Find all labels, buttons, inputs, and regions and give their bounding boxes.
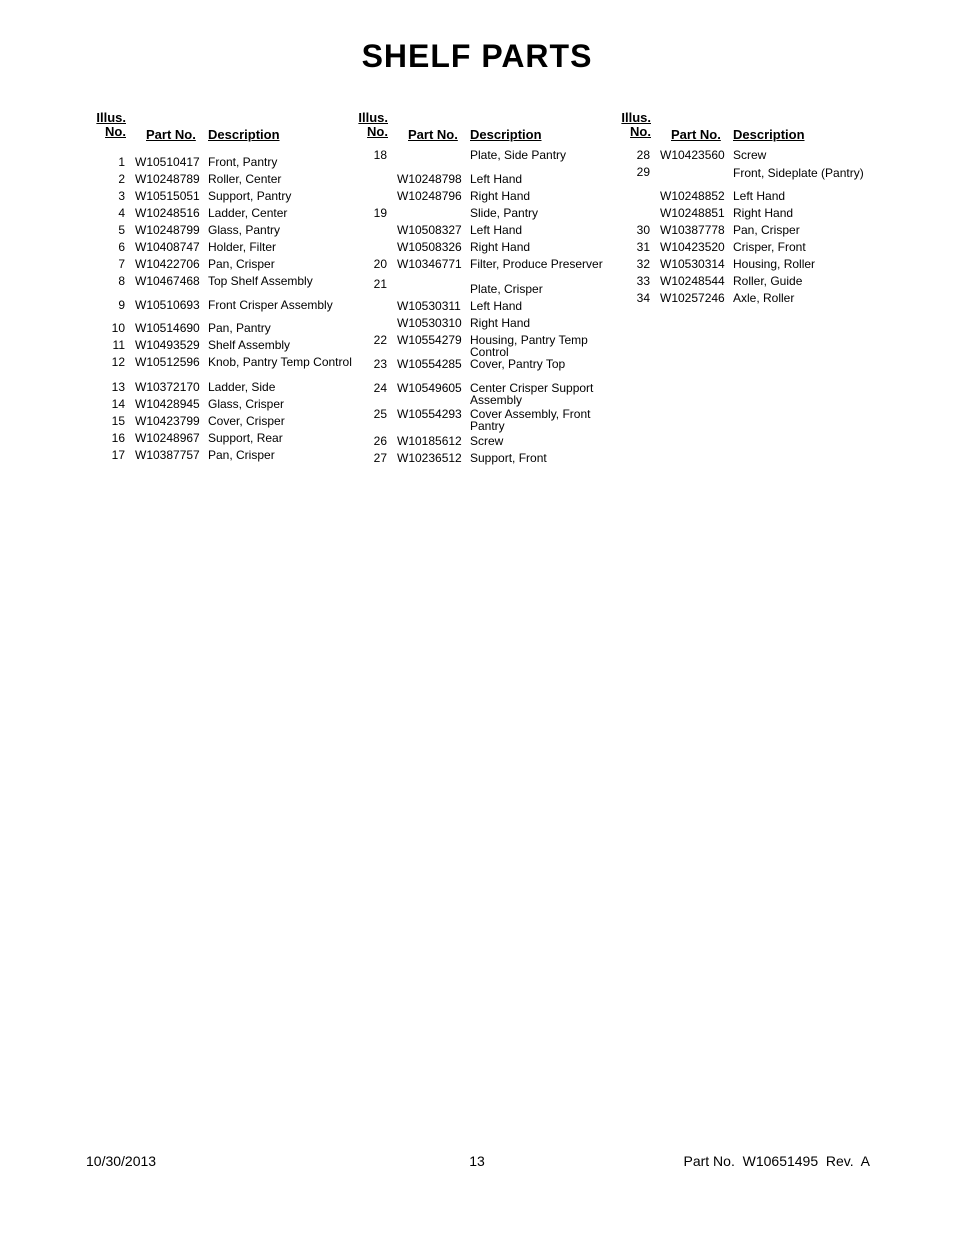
parts-column-1 — [92, 111, 360, 475]
illus-no-header: Illus. No. — [96, 110, 126, 139]
part-no-header: Part No. — [671, 127, 721, 142]
footer-part-revision: Part No. W10651495 Rev. A — [683, 1153, 870, 1169]
page-title: SHELF PARTS — [361, 38, 593, 74]
column-header — [354, 111, 622, 145]
description-header: Description — [208, 127, 280, 142]
parts-list: 18 Plate, Side Pantry W10248798 Left Hand W10248796 Right Hand 19 Slide, Pantry W10508327 Left Hand W10508326 Right Hand 20 W10346771 Filter, Produce Preserver 21 Plate, Crisper W10530311 Left Hand W10530310 Right Hand 22 W10554279 Housing, Pantry Temp Control 23 W10554285 Cover, Pantry Top 24 W10549605 Center Crisper Support Assembly 25 W10554293 Cover Assembly, Front Pantry 26 W10185612 Screw 27 W10236512 Support, Front — [373, 148, 603, 465]
illus-no-header: Illus. No. — [621, 110, 651, 139]
description-header: Description — [733, 127, 805, 142]
parts-column-2 — [354, 111, 622, 475]
parts-column-3 — [617, 111, 885, 475]
column-header — [617, 111, 885, 145]
parts-list: 1 W10510417 Front, Pantry 2 W10248789 Roller, Center 3 W10515051 Support, Pantry 4 W10248516 Ladder, Center 5 W10248799 Glass, Pantry 6 W10408747 Holder, Filter 7 W10422706 Pan, Crisper 8 W10467468 Top Shelf Assembly 9 W10510693 Front Crisper Assembly 10 W10514690 Pan, Pantry 11 W10493529 Shelf Assembly 12 W10512596 Knob, Pantry Temp Control 13 W10372170 Ladder, Side 14 W10428945 Glass, Crisper 15 W10423799 Cover, Crisper 16 W10248967 Support, Rear 17 W10387757 Pan, Crisper — [111, 155, 352, 462]
description-header: Description — [470, 127, 542, 142]
part-no-header: Part No. — [146, 127, 196, 142]
illus-no-header: Illus. No. — [358, 110, 388, 139]
parts-list: 28 W10423560 Screw 29 Front, Sideplate (Pantry) W10248852 Left Hand W10248851 Right Hand 30 W10387778 Pan, Crisper 31 W10423520 Crisper, Front 32 W10530314 Housing, Roller 33 W10248544 Roller, Guide 34 W10257246 Axle, Roller — [636, 148, 864, 305]
page-number: 13 — [469, 1153, 485, 1169]
column-header — [92, 111, 360, 145]
footer-date: 10/30/2013 — [86, 1153, 157, 1169]
part-no-header: Part No. — [408, 127, 458, 142]
